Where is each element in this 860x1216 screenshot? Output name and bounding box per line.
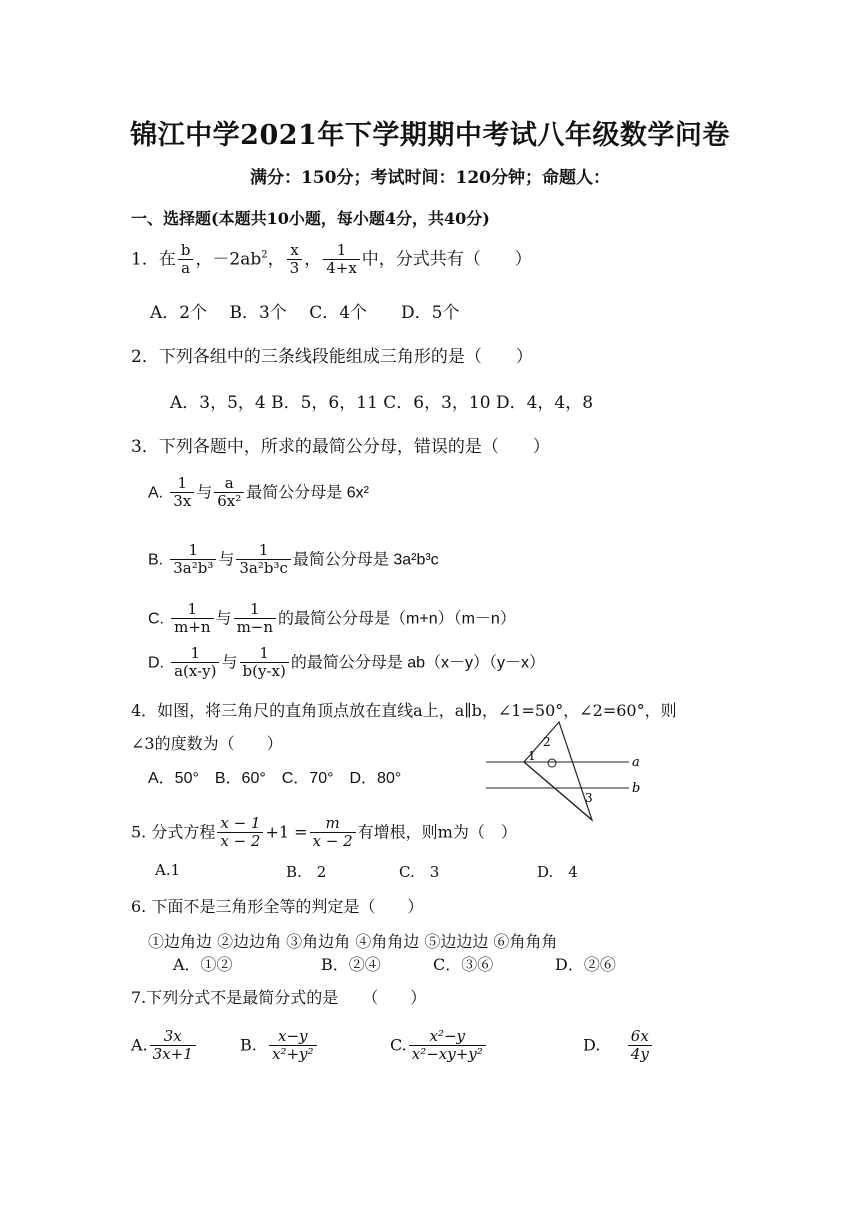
line-b-label: b <box>632 781 641 796</box>
fraction: $\frac{6x}{4y}$ <box>628 1028 652 1064</box>
section-heading: 一、选择题(本题共10小题，每小题4分，共40分) <box>131 209 490 228</box>
triangle-ruler-figure <box>484 720 654 830</box>
question-2-options: A．3，5，4 B．5，6，11 C．6，3，10 D．4，4，8 <box>170 393 594 413</box>
question-6-choices: ①边角边 ②边边角 ③角边角 ④角角边 ⑤边边边 ⑥角角角 <box>148 932 558 951</box>
question-4: 4．如图，将三角尺的直角顶点放在直线a上，a∥b，∠1=50°，∠2=60°，则 <box>131 701 677 720</box>
question-7-option-c: C. $\frac{\text{x²−y}}{\text{x²−xy+y²}}$ <box>390 1028 488 1064</box>
fraction: $\frac{3x}{3x+1}$ <box>150 1028 196 1064</box>
fraction: $\frac{m}{x - 2}$ <box>310 815 356 851</box>
question-3-option-d: D. $\frac{1}{a(x-y)}$ 与 $\frac{1}{b(y-x)}$ 的最简公分母是 ab（x－y）（y－x） <box>148 644 546 681</box>
line-a-label: a <box>632 755 640 770</box>
fraction-1-over-4x: $\frac{1}{4+x}$ <box>323 242 360 278</box>
fraction-x-over-3: $\frac{x}{3}$ <box>287 242 303 278</box>
question-7: 7.下列分式不是最简分式的是 （ ） <box>131 988 427 1007</box>
question-4-options: A．50° B．60° C．70° D．80° <box>148 770 402 787</box>
angle-label-1: 1 <box>528 749 536 763</box>
fraction: $\frac{x-y}{\text{x²+y²}}$ <box>269 1028 317 1064</box>
question-5: 5. 分式方程 $\frac{x - 1}{x - 2}$ +1 = $\frac{m}{x - 2}$ 有增根，则m为（ ） <box>131 814 517 851</box>
question-2: 2．下列各组中的三条线段能组成三角形的是（ ） <box>131 347 533 367</box>
question-6-option-c: C．③⑥ <box>433 955 494 974</box>
fraction: $\frac{1}{b(y-x)}$ <box>240 645 289 681</box>
fraction: $\frac{1}{m+n}$ <box>171 601 213 637</box>
fraction: $\frac{1}{a(x-y)}$ <box>171 645 219 681</box>
angle-label-2: 2 <box>543 735 551 749</box>
question-6-option-a: A．①② <box>173 955 233 974</box>
question-1-options: A．2个 B．3个 C．4个 D．5个 <box>150 303 460 323</box>
right-angle-mark <box>548 759 556 767</box>
question-5-option-a: A.1 <box>155 861 181 879</box>
page-title: 锦江中学2021年下学期期中考试八年级数学问卷 <box>130 120 730 151</box>
question-3: 3．下列各题中，所求的最简公分母，错误的是（ ） <box>131 437 550 457</box>
question-7-option-d: D. $\frac{6x}{4y}$ <box>583 1028 654 1064</box>
fraction: $\frac{a}{\text{6x²}}$ <box>214 475 244 511</box>
question-7-option-b: B. $\frac{x-y}{\text{x²+y²}}$ <box>240 1028 319 1064</box>
angle-label-3: 3 <box>585 791 593 805</box>
question-7-option-a: A. $\frac{3x}{3x+1}$ <box>131 1028 198 1064</box>
fraction: $\frac{\text{x²−y}}{\text{x²−xy+y²}}$ <box>409 1028 486 1064</box>
fraction-b-over-a: $\frac{b}{a}$ <box>178 242 194 278</box>
question-3-option-b: B. $\frac{1}{\text{3a²b³}}$ 与 $\frac{1}{\text{3a²b³c}}$ 最简公分母是 3a²b³c <box>148 541 439 578</box>
question-1: 1．在 $\frac{b}{a}$ ，$-2ab^2$， $\frac{x}{3}$ ， $\frac{1}{4+x}$ 中，分式共有（ ） <box>131 241 532 278</box>
question-6: 6. 下面不是三角形全等的判定是（ ） <box>131 897 424 916</box>
fraction: $\frac{1}{\text{3a²b³c}}$ <box>236 542 291 578</box>
question-6-option-d: D．②⑥ <box>555 955 616 974</box>
question-5-option-b: B. 2 <box>286 863 327 881</box>
question-6-option-b: B．②④ <box>321 955 381 974</box>
fraction: $\frac{1}{\text{3a²b³}}$ <box>170 542 216 578</box>
question-4-line2: ∠3的度数为（ ） <box>131 734 283 753</box>
question-5-option-c: C. 3 <box>399 863 440 881</box>
exam-info: 满分：150分；考试时间：120分钟；命题人： <box>250 168 610 188</box>
question-5-option-d: D. 4 <box>537 863 578 881</box>
fraction: $\frac{1}{3x}$ <box>170 475 194 511</box>
fraction: $\frac{1}{m-n}$ <box>234 601 276 637</box>
fraction: $\frac{x - 1}{x - 2}$ <box>217 815 263 851</box>
question-3-option-a: A. $\frac{1}{3x}$ 与 $\frac{a}{\text{6x²}}$ 最简公分母是 6x² <box>148 474 369 511</box>
question-3-option-c: C. $\frac{1}{m+n}$ 与 $\frac{1}{m-n}$ 的最简公分母是（m+n）（m－n） <box>148 600 516 637</box>
